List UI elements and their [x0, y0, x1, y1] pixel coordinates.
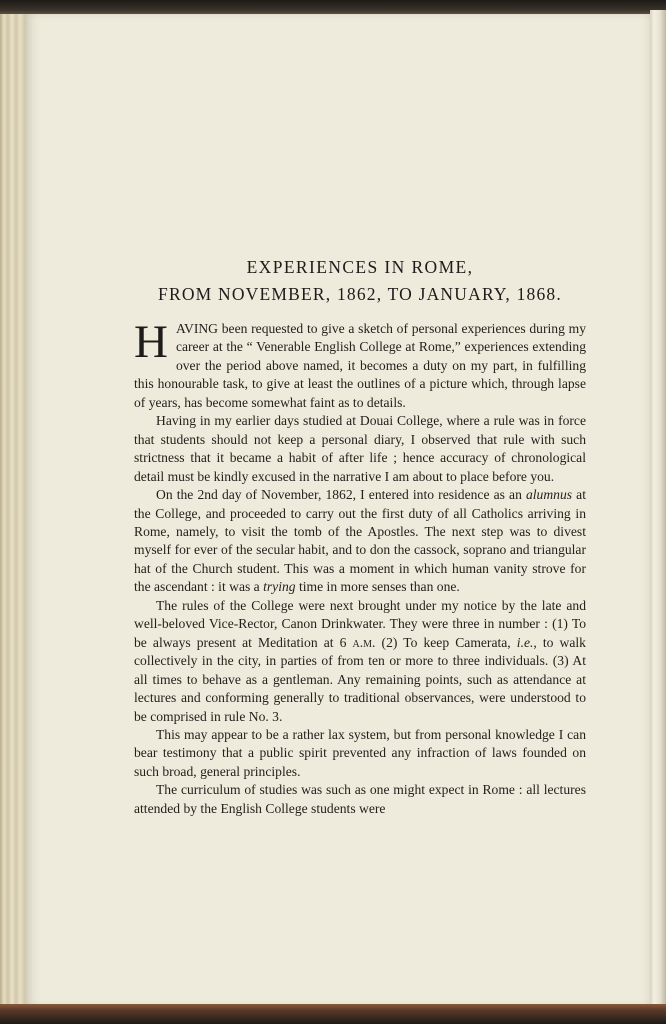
p3-text-c: time in more senses than one.	[295, 579, 460, 595]
chapter-heading	[120, 255, 600, 307]
paragraph-1-text: AVING been requested to give a sketch of personal experiences during my career at the “ Venerable English College at Rome,” experiences extending over the period above named, it becomes a duty on my part, in fulfilling this honourable task, to give at least the outlines of a picture which, through lapse of years, has become somewhat faint as to details.	[134, 321, 586, 410]
facing-page-edge	[650, 10, 666, 1010]
p4-ie: i.e.	[516, 634, 534, 650]
heading-line-2: FROM NOVEMBER, 1862, TO JANUARY, 1868.	[158, 284, 562, 304]
paragraph-1	[134, 316, 586, 412]
book-page-edges	[0, 14, 28, 1009]
p4-text-a: The rules of the College were next brought under my notice by the late and well-beloved Vice-Rector, Canon Drinkwater. They were three in number : (1) To be always present at Meditation at 6	[134, 597, 586, 650]
p3-alumnus: alumnus	[525, 487, 573, 503]
paragraph-3	[134, 486, 586, 597]
drop-cap: H	[134, 316, 168, 368]
paragraph-2: Having in my earlier days studied at Douai College, where a rule was in force that students should not keep a personal diary, I observed that rule with such strictness that it became a habit of after life ; hence accuracy of chronological detail must be kindly excused in the narrative I am about to place before you.	[134, 413, 586, 484]
p4-text-c: , to walk collectively in the city, in parties of from ten or more to three individuals. (3) At all times to behave as a gentleman. Any remaining points, such as attendance at lectures and conforming generally to traditional observances, were understood to be comprised in rule No. 3.	[134, 634, 586, 724]
page-bottom-edge	[0, 1004, 666, 1024]
p3-text-a: On the 2nd day of November, 1862, I entered into residence as an	[156, 487, 526, 503]
paragraph-5: This may appear to be a rather lax system, but from personal knowledge I can bear testimony that a public spirit prevented any infraction of laws founded on such broad, general principles.	[134, 726, 586, 779]
paragraph-4	[134, 597, 586, 726]
p4-am: a.m.	[352, 634, 376, 650]
heading-line-1: EXPERIENCES IN ROME,	[246, 257, 474, 277]
paragraph-6: The curriculum of studies was such as one might expect in Rome : all lectures attended by the English College students were	[134, 782, 586, 816]
p3-text-b: at the College, and proceeded to carry out the first duty of all Catholics arriving in Rome, namely, to visit the tomb of the Apostles. The next step was to divest myself for ever of the secular habit, and to don the cassock, soprano and triangular hat of the Church student. This was a moment in which human vanity strove for the ascendant : it was a	[134, 487, 586, 595]
p4-text-b: (2) To keep Camerata,	[375, 634, 517, 650]
body-text	[134, 316, 586, 818]
p3-trying: trying	[263, 579, 296, 595]
